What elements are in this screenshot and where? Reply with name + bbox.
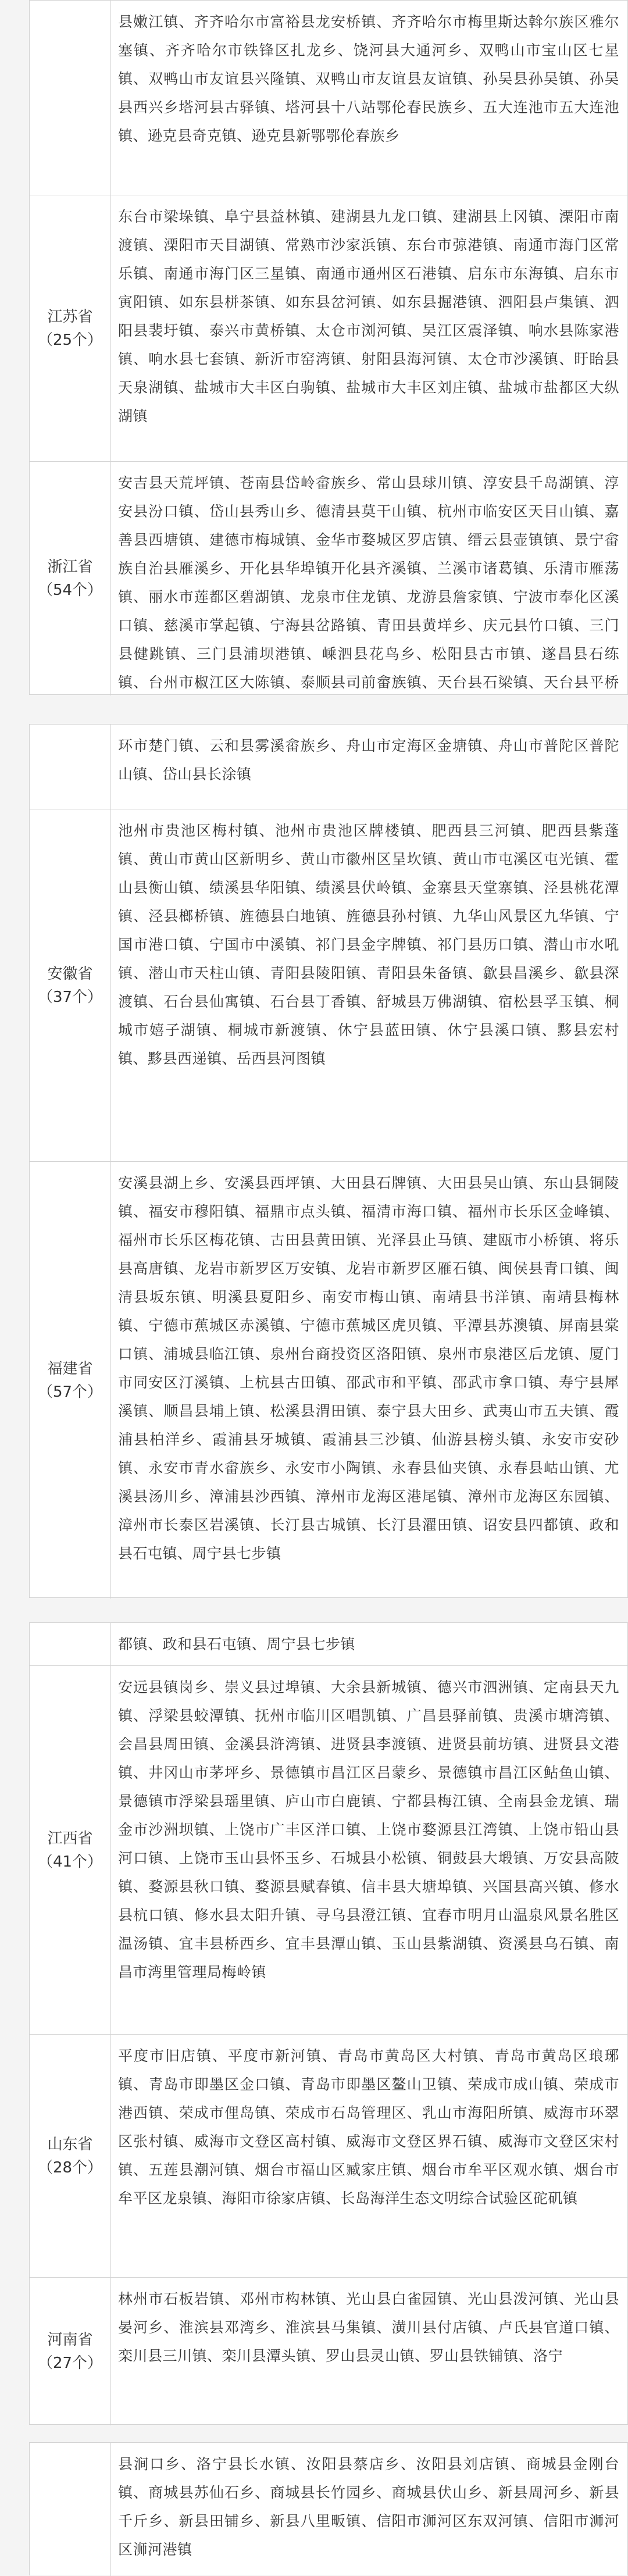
towns-cell: 平度市旧店镇、平度市新河镇、青岛市黄岛区大村镇、青岛市黄岛区琅琊镇、青岛市即墨区金口镇、青岛市即墨区鳌山卫镇、荣成市成山镇、荣成市港西镇、荣成市俚岛镇、荣成市石岛管理区、乳山市海阳所镇、威海市环翠区张村镇、威海市文登区高村镇、威海市文登区界石镇、威海市文登区宋村镇、五莲县潮河镇、烟台市福山区臧家庄镇、烟台市牟平区观水镇、烟台市牟平区龙泉镇、海阳市徐家店镇、长岛海洋生态文明综合试验区砣矶镇 [118,2047,619,2207]
province-count: （57个） [37,1383,103,1401]
towns-cell: 县嫩江镇、齐齐哈尔市富裕县龙安桥镇、齐齐哈尔市梅里斯达斡尔族区雅尔塞镇、齐齐哈尔市铁锋区扎龙乡、饶河县大通河乡、双鸭山市宝山区七星镇、双鸭山市友谊县兴隆镇、双鸭山市友谊县友谊镇、孙吴县孙吴镇、孙吴县西兴乡塔河县古驿镇、塔河县十八站鄂伦春民族乡、五大连池市五大连池镇、逊克县奇克镇、逊克县新鄂鄂伦春族乡 [118,13,619,144]
table-block-1 [29,0,628,695]
table-row [30,462,627,695]
table-row [30,1666,627,2035]
province-count: （41个） [37,1853,103,1871]
province-cell [30,725,111,809]
province-count: （28个） [37,2158,103,2177]
province-name: 安徽省 [47,965,93,983]
province-cell [30,2278,111,2425]
province-count: （27个） [37,2354,103,2372]
towns-cell: 林州市石板岩镇、邓州市构林镇、光山县白雀园镇、光山县泼河镇、光山县晏河乡、淮滨县邓湾乡、淮滨县马集镇、潢川县付店镇、卢氏县官道口镇、栾川县三川镇、栾川县潭头镇、罗山县灵山镇、罗山县铁铺镇、洛宁 [118,2290,619,2364]
province-cell [30,2035,111,2277]
province-name: 河南省 [47,2331,93,2349]
province-count: （54个） [37,581,103,599]
table-block-4 [29,2442,628,2575]
province-cell [30,1,111,195]
towns-cell: 安吉县天荒坪镇、苍南县岱岭畲族乡、常山县球川镇、淳安县千岛湖镇、淳安县汾口镇、岱山县秀山乡、德清县莫干山镇、杭州市临安区天目山镇、嘉善县西塘镇、建德市梅城镇、金华市婺城区罗店镇、缙云县壶镇镇、景宁畲族自治县雁溪乡、开化县华埠镇开化县齐溪镇、兰溪市诸葛镇、乐清市雁荡镇、丽水市莲都区碧湖镇、龙泉市住龙镇、龙游县詹家镇、宁波市奉化区溪口镇、慈溪市掌起镇、宁海县岔路镇、青田县黄垟乡、庆元县竹口镇、三门县健跳镇、三门县浦坝港镇、嵊泗县花鸟乡、松阳县古市镇、遂昌县石练镇、台州市椒江区大陈镇、泰顺县司前畲族镇、天台县石梁镇、天台县平桥 [118,474,619,691]
table-block-3 [29,1622,628,2425]
province-name: 江苏省 [47,308,93,326]
table-row [30,2278,627,2425]
table-row [30,195,627,462]
province-name: 浙江省 [47,558,93,576]
towns-cell: 安溪县湖上乡、安溪县西坪镇、大田县石牌镇、大田县吴山镇、东山县铜陵镇、福安市穆阳镇、福鼎市点头镇、福清市海口镇、福州市长乐区金峰镇、福州市长乐区梅花镇、古田县黄田镇、光泽县止马镇、建瓯市小桥镇、将乐县高唐镇、龙岩市新罗区万安镇、龙岩市新罗区雁石镇、闽侯县青口镇、闽清县坂东镇、明溪县夏阳乡、南安市梅山镇、南靖县书洋镇、南靖县梅林镇、宁德市蕉城区赤溪镇、宁德市蕉城区虎贝镇、平潭县苏澳镇、屏南县棠口镇、浦城县临江镇、泉州台商投资区洛阳镇、泉州市泉港区后龙镇、厦门市同安区汀溪镇、上杭县古田镇、邵武市和平镇、邵武市拿口镇、寿宁县犀溪镇、顺昌县埔上镇、松溪县渭田镇、泰宁县大田乡、武夷山市五夫镇、霞浦县柏洋乡、霞浦县牙城镇、霞浦县三沙镇、仙游县榜头镇、永安市安砂镇、永安市青水畲族乡、永安市小陶镇、永春县仙夹镇、永春县岵山镇、尤溪县汤川乡、漳浦县沙西镇、漳州市龙海区港尾镇、漳州市龙海区东园镇、漳州市长泰区岩溪镇、长汀县古城镇、长汀县濯田镇、诏安县四都镇、政和县石屯镇、周宁县七步镇 [118,1175,619,1562]
province-cell [30,809,111,1161]
towns-cell: 池州市贵池区梅村镇、池州市贵池区牌楼镇、肥西县三河镇、肥西县紫蓬镇、黄山市黄山区新明乡、黄山市徽州区呈坎镇、黄山市屯溪区屯光镇、霍山县衡山镇、绩溪县华阳镇、绩溪县伏岭镇、金寨县天堂寨镇、泾县桃花潭镇、泾县榔桥镇、旌德县白地镇、旌德县孙村镇、九华山风景区九华镇、宁国市港口镇、宁国市中溪镇、祁门县金字牌镇、祁门县历口镇、潜山市水吼镇、潜山市天柱山镇、青阳县陵阳镇、青阳县朱备镇、歙县昌溪乡、歙县深渡镇、石台县仙寓镇、石台县丁香镇、舒城县万佛湖镇、宿松县孚玉镇、桐城市嬉子湖镇、桐城市新渡镇、休宁县蓝田镇、休宁县溪口镇、黟县宏村镇、黟县西递镇、岳西县河图镇 [118,822,619,1067]
table-row [30,1623,627,1666]
province-cell [30,1666,111,2034]
province-count: （25个） [37,331,103,349]
towns-cell: 安远县镇岗乡、崇义县过埠镇、大余县新城镇、德兴市泗洲镇、定南县天九镇、浮梁县蛟潭镇、抚州市临川区唱凯镇、广昌县驿前镇、贵溪市塘湾镇、会昌县周田镇、金溪县浒湾镇、进贤县李渡镇、进贤县前坊镇、进贤县文港镇、井冈山市茅坪乡、景德镇市昌江区吕蒙乡、景德镇市昌江区鲇鱼山镇、景德镇市浮梁县瑶里镇、庐山市白鹿镇、宁都县梅江镇、全南县金龙镇、瑞金市沙洲坝镇、上饶市广丰区洋口镇、上饶市婺源县江湾镇、上饶市铅山县河口镇、上饶市玉山县怀玉乡、石城县小松镇、铜鼓县大塅镇、万安县高陂镇、婺源县秋口镇、婺源县赋春镇、信丰县大塘埠镇、兴国县高兴镇、修水县杭口镇、修水县太阳升镇、寻乌县澄江镇、宜春市明月山温泉风景名胜区温汤镇、宜丰县桥西乡、宜丰县潭山镇、玉山县紫湖镇、资溪县乌石镇、南昌市湾里管理局梅岭镇 [118,1679,619,1981]
province-name: 江西省 [47,1829,93,1847]
province-name: 福建省 [47,1360,93,1378]
table-row [30,1,627,195]
towns-cell: 东台市梁垛镇、阜宁县益林镇、建湖县九龙口镇、建湖县上冈镇、溧阳市南渡镇、溧阳市天目湖镇、常熟市沙家浜镇、东台市弶港镇、南通市海门区常乐镇、南通市海门区三星镇、南通市通州区石港镇、启东市东海镇、启东市寅阳镇、如东县栟茶镇、如东县岔河镇、如东县掘港镇、泗阳县卢集镇、泗阳县裴圩镇、泰兴市黄桥镇、太仓市浏河镇、吴江区震泽镇、响水县陈家港镇、响水县七套镇、新沂市窑湾镇、射阳县海河镇、太仓市沙溪镇、盱眙县天泉湖镇、盐城市大丰区白驹镇、盐城市大丰区刘庄镇、盐城市盐都区大纵湖镇 [118,208,619,424]
province-count: （37个） [37,988,103,1006]
table-row [30,809,627,1162]
towns-cell: 县涧口乡、洛宁县长水镇、汝阳县蔡店乡、汝阳县刘店镇、商城县金刚台镇、商城县苏仙石乡、商城县长竹园乡、商城县伏山乡、新县周河乡、新县千斤乡、新县田铺乡、新县八里畈镇、信阳市浉河区东双河镇、信阳市浉河区浉河港镇 [118,2456,619,2558]
towns-cell: 环市楚门镇、云和县雾溪畲族乡、舟山市定海区金塘镇、舟山市普陀区普陀山镇、岱山县长涂镇 [118,737,619,783]
table-row [30,2443,627,2576]
table-block-2 [29,724,628,1598]
province-cell [30,2443,111,2576]
table-row [30,725,627,809]
province-cell [30,1162,111,1599]
province-name: 山东省 [47,2135,93,2153]
towns-cell: 都镇、政和县石屯镇、周宁县七步镇 [118,1636,356,1653]
province-cell [30,462,111,695]
table-row [30,2035,627,2278]
table-row [30,1162,627,1599]
province-cell [30,1623,111,1665]
province-cell [30,195,111,461]
